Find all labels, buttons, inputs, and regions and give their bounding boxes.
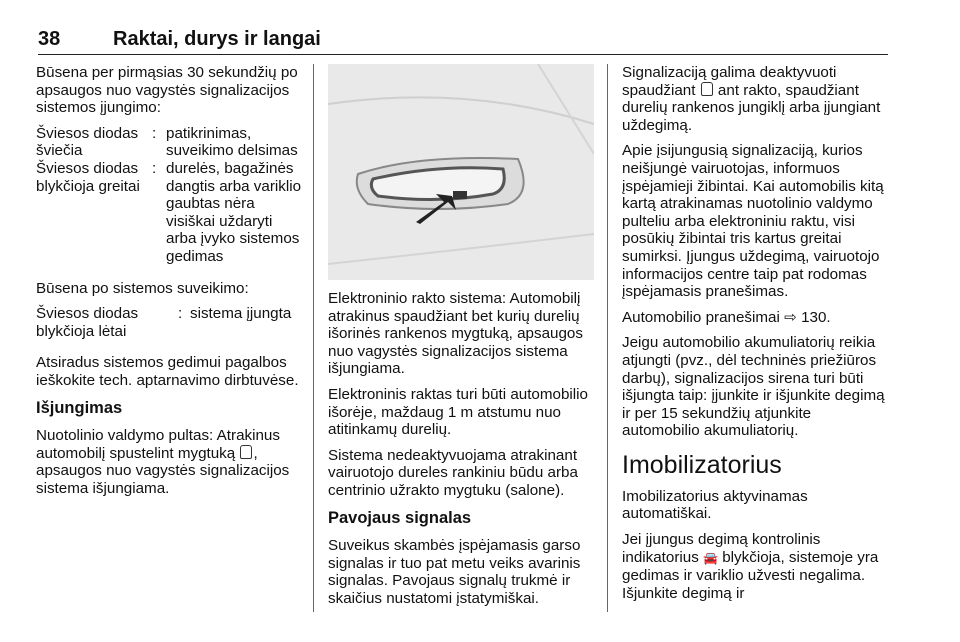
page-number: 38 [38,28,61,50]
paragraph [622,64,888,134]
column-left [36,64,302,505]
column-divider [607,64,608,612]
text-run: Jei įjungus degimą kontrolinis indikatorius [622,531,821,566]
text-run: blykčioja, sistemoje yra gedimas ir variklio užvesti negalima. Išjunkite degimą ir [622,548,879,602]
status-row [36,160,302,266]
page-header [38,28,888,55]
status-value: sistema įjungta [190,305,292,323]
section-heading: Pavojaus signalas [328,508,472,527]
status-value: patikrinimas, suveikimo delsimas [166,124,298,160]
column-right [622,64,888,610]
paragraph: Būsena po sistemos suveikimo: [36,279,249,297]
paragraph: Elektroninio rakto sistema: Automobilį atrakinus spaudžiant bet kurių durelių išorinės rankenos mygtuką, apsaugos nuo vagystės signalizacijos sistema išjungiama. [328,290,583,378]
paragraph: Elektroninis raktas turi būti automobilio išorėje, maždaug 1 m atstumu nuo atitinkamų durelių. [328,385,588,439]
paragraph: Atsiradus sistemos gedimui pagalbos ieškokite tech. aptarnavimo dirbtuvėse. [36,354,299,389]
unlock-icon [240,445,252,459]
status-sep: : [152,159,157,177]
text-run: Signalizaciją galima deaktyvuoti spaudžiant [622,64,837,99]
paragraph: Jeigu automobilio akumuliatorių reikia atjungti (pvz., dėl techninės priežiūros darbų), signalizacijos sirena turi būti išjungta taip: įjunkite ir išjunkite degimą ir per 15 sekundžių atjunkite automobilio akumuliatorių. [622,334,885,440]
paragraph: Imobilizatorius aktyvinamas automatiškai. [622,487,808,523]
paragraph: Būsena per pirmąsias 30 sekundžių po apsaugos nuo vagystės signalizacijos sistemos įjungimo: [36,64,298,117]
status-sep: : [178,305,183,323]
paragraph: Suveikus skambės įspėjamasis garso signalas ir tuo pat metu veiks avarinis signalas. Pavojaus signalų trukmė ir skaičius nustatomi įstatymiškai. [328,537,581,607]
door-handle-illustration [328,64,594,280]
text-run: ant rakto, spaudžiant durelių rankenos jungiklį arba įjungiant uždegimą. [622,81,881,134]
status-row [36,305,302,340]
column-middle [328,64,594,616]
paragraph [622,531,888,602]
text-run: , apsaugos nuo vagystės signalizacijos sistema išjungiama. [36,444,290,497]
arrow-icon: ⇨ [784,308,797,326]
immobilizer-icon: 🚘 [703,550,719,565]
section-heading: Išjungimas [36,398,123,417]
status-sep: : [152,124,157,142]
paragraph: Sistema nedeaktyvuojama atrakinant vairuotojo dureles rankiniu būdu arba centrinio užrakto mygtuku (salone). [328,446,578,499]
page-title: Raktai, durys ir langai [113,28,321,50]
door-handle-icon [328,64,594,280]
status-label: Šviesos diodas šviečia [36,124,139,160]
status-value: durelės, bagažinės dangtis arba variklio gaubtas nėra visiškai uždaryti arba įvyko sistemos gedimas [166,159,302,265]
text-run: Nuotolinio valdymo pultas: Atrakinus automobilį spustelint mygtuką [36,427,280,462]
text-run: Automobilio pranešimai [622,308,780,326]
status-row [36,125,302,160]
section-heading: Imobilizatorius [622,450,782,479]
text-run: 130. [796,308,831,326]
paragraph: Apie įsijungusią signalizaciją, kurios neišjungė vairuotojas, informuos įspėjamieji žibintai. Kai automobilis kitą kartą atrakinamas nuotolinio valdymo pulteliu arba elektroniniu raktu, visi posūkių žibintai tris kartus greitai sumirksi. Įjungus uždegimą, vairuotojo informacijos centre taip pat rodomas įspėjamasis pranešimas. [622,142,884,301]
column-divider [313,64,314,612]
status-label: Šviesos diodas blykčioja greitai [36,159,140,195]
status-label: Šviesos diodas blykčioja lėtai [36,305,139,340]
paragraph [36,427,302,497]
paragraph [622,309,888,327]
unlock-icon [701,82,713,96]
